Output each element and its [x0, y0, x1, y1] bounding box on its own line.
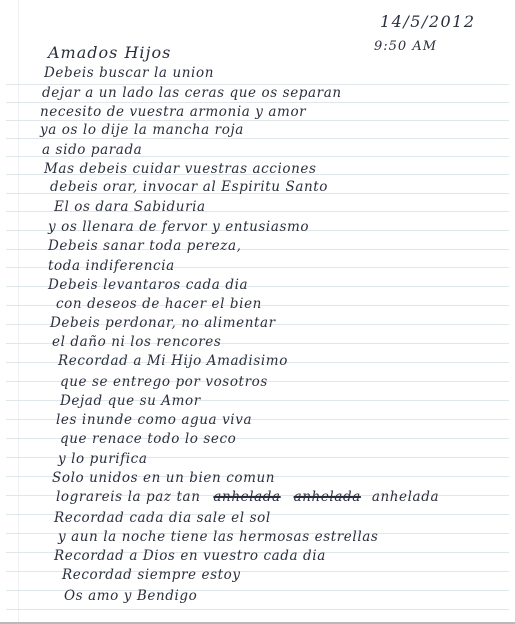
letter-line: Os amo y Bendigo	[64, 588, 198, 604]
letter-line: Recordad siempre estoy	[62, 567, 241, 583]
letter-line: Debeis perdonar, no alimentar	[50, 315, 276, 331]
letter-line: y os llenara de fervor y entusiasmo	[48, 219, 310, 235]
letter-date: 14/5/2012	[380, 12, 476, 31]
ruled-line	[6, 102, 509, 103]
ruled-line	[6, 138, 509, 139]
ruled-line	[6, 120, 509, 121]
letter-greeting: Amados Hijos	[48, 43, 172, 62]
letter-line: el daño ni los rencores	[52, 334, 222, 350]
letter-line	[56, 491, 439, 505]
letter-line: ya os lo dije la mancha roja	[40, 122, 244, 138]
letter-line: Debeis sanar toda pereza,	[48, 238, 242, 254]
letter-line: necesito de vuestra armonia y amor	[40, 104, 307, 120]
letter-line: Mas debeis cuidar vuestras acciones	[44, 161, 317, 177]
letter-line: y lo purifica	[58, 451, 148, 467]
ruled-line	[6, 609, 509, 610]
letter-line: con deseos de hacer el bien	[56, 296, 262, 312]
letter-line: Solo unidos en un bien comun	[52, 470, 276, 486]
letter-time: 9:50 AM	[374, 39, 438, 54]
letter-line: Recordad a Dios en vuestro cada dia	[54, 548, 326, 564]
letter-line: y aun la noche tiene las hermosas estrellas	[58, 529, 379, 545]
letter-line: Debeis levantaros cada dia	[48, 277, 249, 293]
letter-line: debeis orar, invocar al Espiritu Santo	[50, 179, 329, 195]
letter-line: a sido parada	[42, 142, 143, 158]
letter-line: El os dara Sabiduria	[54, 199, 206, 215]
letter-line-text: lograreis la paz tan	[56, 489, 201, 505]
letter-line: Dejad que su Amor	[60, 393, 201, 409]
final-word: anhelada	[371, 489, 440, 505]
letter-line: que renace todo lo seco	[60, 431, 237, 447]
letter-line: Recordad a Mi Hijo Amadisimo	[58, 353, 288, 369]
letter-line: les inunde como agua viva	[56, 412, 253, 428]
letter-line: que se entrego por vosotros	[60, 374, 268, 390]
letter-line: toda indiferencia	[48, 258, 175, 274]
letter-line: Recordad cada dia sale el sol	[54, 510, 271, 526]
struck-word: anhelada	[293, 489, 361, 505]
struck-word: anhelada	[213, 489, 281, 505]
letter-line: dejar a un lado las ceras que os separan	[42, 85, 342, 101]
letter-line: Debeis buscar la union	[44, 65, 214, 81]
margin-line	[18, 0, 19, 624]
